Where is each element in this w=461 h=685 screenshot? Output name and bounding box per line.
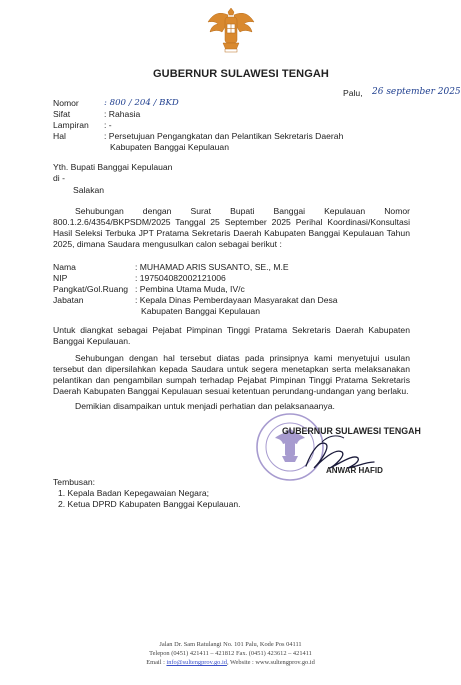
paragraph-4: Demikian disampaikan untuk menjadi perhatian dan pelaksanaanya. xyxy=(75,401,335,411)
tembusan-item: 2. Ketua DPRD Kabupaten Banggai Kepulauan. xyxy=(58,499,241,509)
footer-address: Jalan Dr. Sam Ratulangi No. 101 Palu, Kode Pos 04111 xyxy=(159,641,302,648)
lampiran-value: : - xyxy=(104,120,112,130)
header-title: GUBERNUR SULAWESI TENGAH xyxy=(153,68,329,80)
footer-website: , Website : www.sultengprov.go.id xyxy=(226,659,315,666)
candidate-nama-label: Nama xyxy=(53,262,76,272)
candidate-nip-label: NIP xyxy=(53,273,68,283)
footer-email-label: Email : xyxy=(146,659,165,666)
footer-contact xyxy=(0,659,461,668)
place-date-label: Palu, xyxy=(343,88,363,98)
lampiran-label: Lampiran xyxy=(53,120,89,130)
sifat-label: Sifat xyxy=(53,109,71,119)
footer-email-link[interactable]: info@sultengprov.go.id xyxy=(166,659,227,666)
candidate-pangkat-value: : Pembina Utama Muda, IV/c xyxy=(135,284,245,294)
hal-value-1: : Persetujuan Pengangkatan dan Pelantikan Sekretaris Daerah xyxy=(104,131,344,141)
candidate-jabatan-value-1: : Kepala Dinas Pemberdayaan Masyarakat dan Desa xyxy=(135,295,338,305)
candidate-nip-value: : 197504082002121006 xyxy=(135,273,226,283)
nomor-label: Nomor xyxy=(53,98,79,108)
paragraph-3: Sehubungan dengan hal tersebut diatas pada prinsipnya kami menyetujui usulan tersebut dan dipersilahkan kepada Saudara untuk segera menetapkan serta melaksanakan pelantikan dan pengambilan sumpah terhadap Pejabat Pimpinan Tinggi Pratama Sekretaris Daerah Kabupaten Banggai Kepulauan sesuai ketentuan perundang-undangan yang berlaku. xyxy=(53,353,410,396)
footer-phone: Telepon (0451) 421411 – 421812 Fax. (0451) 423612 – 421411 xyxy=(149,650,312,657)
paragraph-2: Untuk diangkat sebagai Pejabat Pimpinan Tinggi Pratama Sekretaris Daerah Kabupaten Banggai Kepulauan. xyxy=(53,325,410,346)
garuda-emblem xyxy=(205,5,257,57)
tembusan-label: Tembusan: xyxy=(53,477,96,487)
sifat-value: : Rahasia xyxy=(104,109,141,119)
recipient-di: di - xyxy=(53,173,65,183)
recipient-place: Salakan xyxy=(73,185,105,195)
signature-name: ANWAR HAFID xyxy=(326,466,383,475)
candidate-jabatan-value-2: Kabupaten Banggai Kepulauan xyxy=(141,306,260,316)
signature-title: GUBERNUR SULAWESI TENGAH xyxy=(282,426,421,436)
tembusan-item: 1. Kepala Badan Kepegawaian Negara; xyxy=(58,488,209,498)
nomor-value: : 800 / 204 / BKD xyxy=(104,98,179,108)
paragraph-1: Sehubungan dengan Surat Bupati Banggai Kepulauan Nomor 800.1.2.6/4354/BKPSDM/2025 Tanggal 25 September 2025 Perihal Koordinasi/Konsultasi Hasil Seleksi Terbuka JPT Pratama Sekretaris Daerah Kabupaten Banggai Kepulauan Tahun 2025, dimana Saudara mengusulkan calon sebagai berikut : xyxy=(53,206,410,249)
recipient-line: Yth. Bupati Banggai Kepulauan xyxy=(53,162,173,172)
hal-label: Hal xyxy=(53,131,66,141)
date-handwritten: 26 september 2025 xyxy=(372,87,461,97)
candidate-pangkat-label: Pangkat/Gol.Ruang xyxy=(53,284,129,294)
candidate-jabatan-label: Jabatan xyxy=(53,295,84,305)
candidate-nama-value: : MUHAMAD ARIS SUSANTO, SE., M.E xyxy=(135,262,289,272)
hal-value-2: Kabupaten Banggai Kepulauan xyxy=(110,142,229,152)
